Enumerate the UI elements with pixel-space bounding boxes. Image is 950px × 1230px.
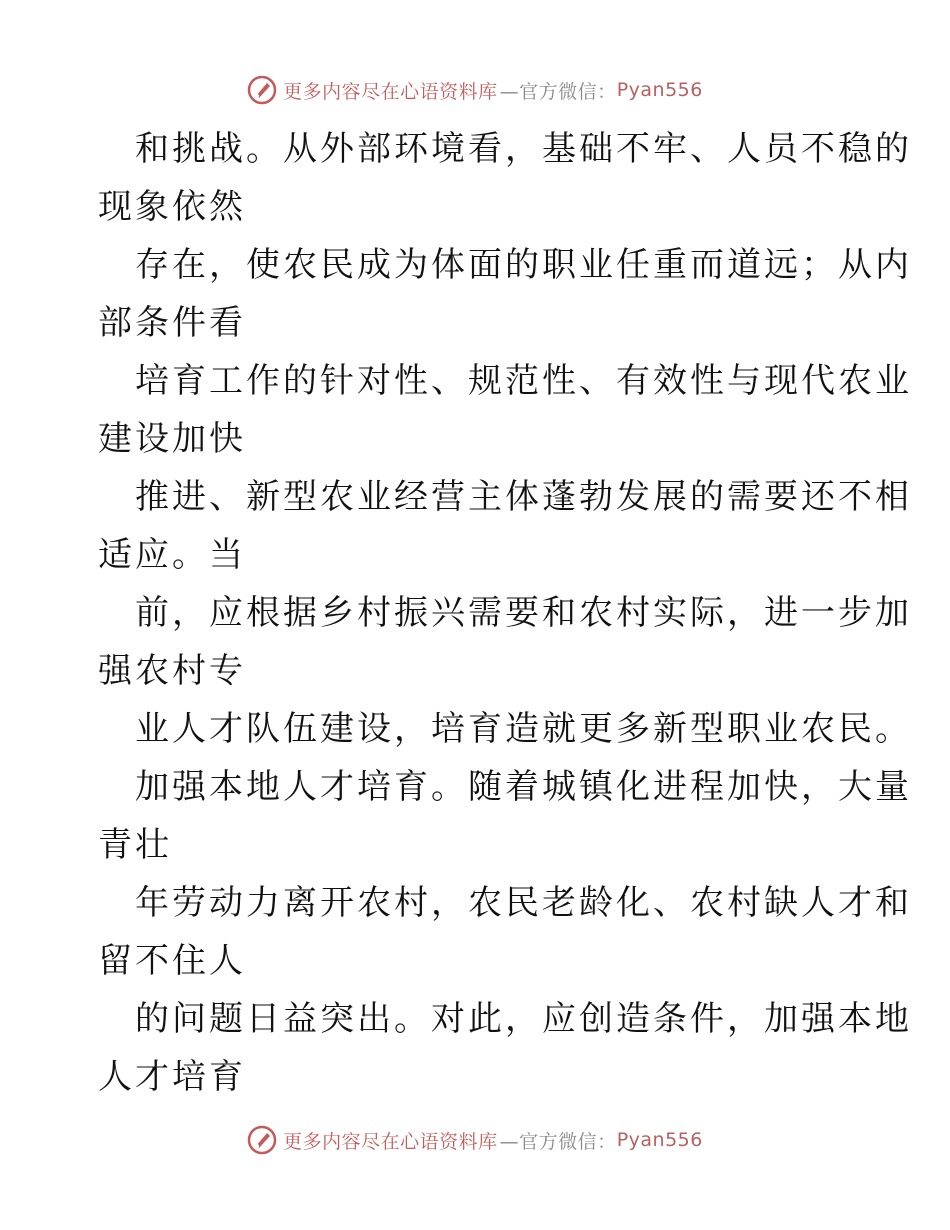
watermark-separator-text: —官方微信：: [499, 1130, 617, 1153]
paragraph-line: 培育工作的针对性、规范性、有效性与现代农业: [135, 361, 912, 401]
paragraph-line: 前，应根据乡村振兴需要和农村实际，进一步加: [135, 593, 912, 633]
paragraph-5: [98, 584, 912, 700]
paragraph-2: [98, 236, 912, 352]
paragraph-line: 建设加快: [98, 419, 246, 459]
paragraph-line: 部条件看: [98, 303, 246, 343]
paragraph-9: [98, 990, 912, 1106]
paragraph-6: [98, 700, 912, 758]
paragraph-line: 推进、新型农业经营主体蓬勃发展的需要还不相: [135, 477, 912, 517]
header-watermark: [0, 70, 950, 110]
watermark-site-text: 更多内容尽在心语资料库: [283, 1130, 498, 1153]
paragraph-line: 和挑战。从外部环境看，基础不牢、人员不稳的: [135, 129, 912, 169]
paragraph-8: [98, 874, 912, 990]
paragraph-line: 人才培育: [98, 1057, 246, 1097]
paragraph-line: 存在，使农民成为体面的职业任重而道远；从内: [135, 245, 912, 285]
paragraph-line: 年劳动力离开农村，农民老龄化、农村缺人才和: [135, 883, 912, 923]
paragraph-7: [98, 758, 912, 874]
paragraph-line: 业人才队伍建设，培育造就更多新型职业农民。: [135, 709, 912, 749]
paragraph-line: 强农村专: [98, 651, 246, 691]
paragraph-3: [98, 352, 912, 468]
watermark-account-text: Pyan556: [616, 79, 703, 101]
paragraph-line: 青壮: [98, 825, 172, 865]
pen-nib-logo-icon: [247, 1125, 277, 1155]
watermark-separator-text: —官方微信：: [499, 80, 617, 103]
paragraph-line: 留不住人: [98, 941, 246, 981]
watermark-account-text: Pyan556: [616, 1129, 703, 1151]
paragraph-line: 的问题日益突出。对此，应创造条件，加强本地: [135, 999, 912, 1039]
paragraph-line: 现象依然: [98, 187, 246, 227]
paragraph-4: [98, 468, 912, 584]
paragraph-line: 适应。当: [98, 535, 246, 575]
watermark-site-text: 更多内容尽在心语资料库: [283, 80, 498, 103]
paragraph-line: 加强本地人才培育。随着城镇化进程加快，大量: [135, 767, 912, 807]
pen-nib-logo-icon: [247, 75, 277, 105]
paragraph-1: [98, 120, 912, 236]
footer-watermark: [0, 1120, 950, 1160]
